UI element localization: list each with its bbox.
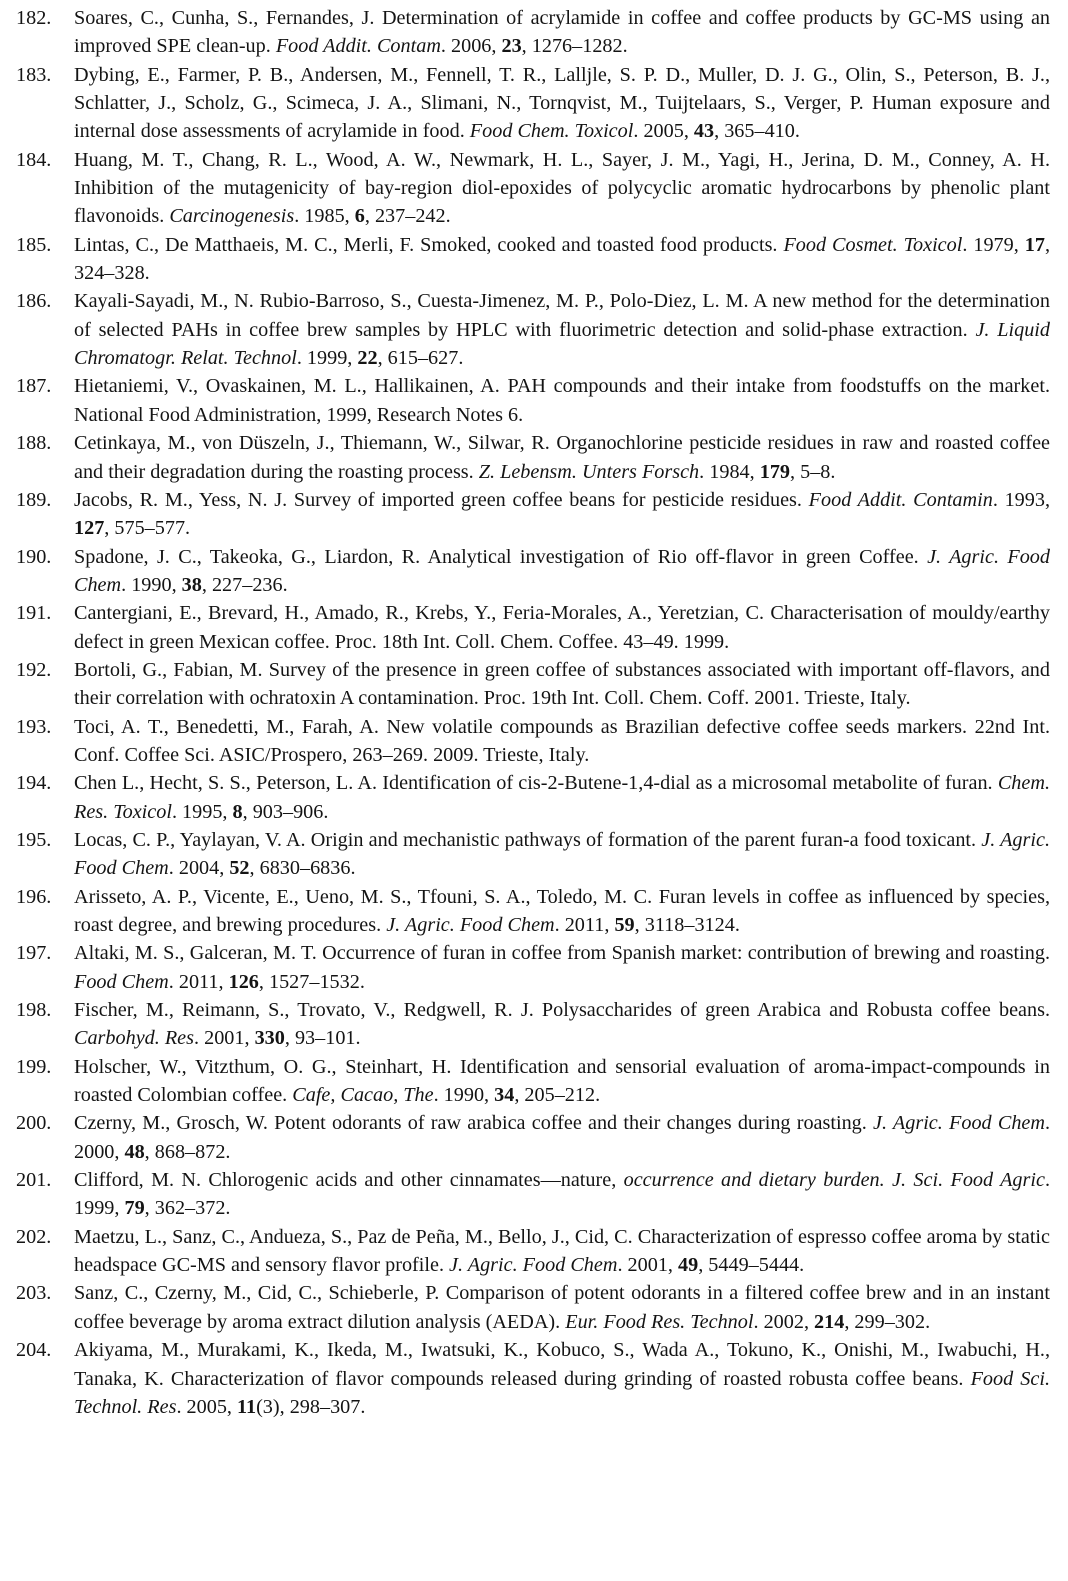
volume-number: 126 [228,970,259,993]
reference-item [16,769,1050,826]
reference-number: 183. [16,63,52,86]
reference-item [16,1166,1050,1223]
reference-item [16,599,1050,656]
reference-item [16,1336,1050,1421]
reference-number: 193. [16,715,52,738]
reference-number: 185. [16,233,52,256]
volume-number: 49 [678,1254,699,1277]
reference-item [16,1279,1050,1336]
reference-text: Arisseto, A. P., Vicente, E., Ueno, M. S., Tfouni, S. A., Toledo, M. C. Furan levels in coffee as influenced by species, roast degree, and brewing procedures. J. Agric. Food Chem. 2011, 59, 3118–3124. [74,885,1050,936]
reference-item [16,1109,1050,1166]
reference-number: 201. [16,1169,52,1192]
reference-number: 197. [16,942,52,965]
reference-text: Sanz, C., Czerny, M., Cid, C., Schieberle, P. Comparison of potent odorants in a filtered coffee brew and in an instant coffee beverage by aroma extract dilution analysis (AEDA). Eur. Food Res. Technol. 2002, 214, 299–302. [74,1282,1050,1333]
volume-number: 79 [124,1197,145,1220]
reference-text: Bortoli, G., Fabian, M. Survey of the presence in green coffee of substances associated with important off-flavors, and their correlation with ochratoxin A contamination. Proc. 19th Int. Coll. Chem. Coff. 2001. Trieste, Italy. [74,658,1050,710]
volume-number: 59 [614,914,635,936]
journal-name: Chem. Res. Toxicol [74,772,1050,823]
reference-text: Maetzu, L., Sanz, C., Andueza, S., Paz de Peña, M., Bello, J., Cid, C. Characterization of espresso coffee aroma by static headspace GC-MS and sensory flavor profile. J. Agric. Food Chem. 2001, 49, 5449–5444. [74,1225,1050,1277]
volume-number: 43 [693,120,715,143]
reference-text: Dybing, E., Farmer, P. B., Andersen, M., Fennell, T. R., Lalljle, S. P. D., Muller, D. J. G., Olin, S., Peterson, B. J., Schlatter, J., Scholz, G., Scimeca, J. A., Slimani, N., Tornqvist, M., Tuijtelaars, S., Verger, P. Human exposure and internal dose assessments of acrylamide in food. Food Chem. Toxicol. 2005, 43, 365–410. [74,63,1050,143]
journal-name: J. Agric. Food Chem [74,545,1050,596]
journal-name: Food Addit. Contamin [808,488,993,511]
volume-number: 38 [181,573,202,596]
journal-name: Food Sci. Technol. Res [74,1367,1050,1418]
reference-item [16,826,1050,883]
reference-text: Akiyama, M., Murakami, K., Ikeda, M., Iwatsuki, K., Kobuco, S., Wada A., Tokuno, K., Onishi, M., Iwabuchi, H., Tanaka, K. Characterization of flavor compounds released during grinding of roasted robusta coffee beans. Food Sci. Technol. Res. 2005, 11(3), 298–307. [74,1339,1050,1418]
reference-text: Soares, C., Cunha, S., Fernandes, J. Determination of acrylamide in coffee and coffee products by GC-MS using an improved SPE clean-up. Food Addit. Contam. 2006, 23, 1276–1282. [74,7,1050,58]
volume-number: 11 [237,1395,257,1418]
reference-item [16,429,1050,486]
journal-name: J. Agric. Food Chem [873,1112,1045,1135]
reference-item [16,996,1050,1053]
reference-text: Huang, M. T., Chang, R. L., Wood, A. W., Newmark, H. L., Sayer, J. M., Yagi, H., Jerina, D. M., Conney, A. H. Inhibition of the mutagenicity of bay-region diol-epoxides of polycyclic aromatic hydrocarbons by phenolic plant flavonoids. Carcinogenesis. 1985, 6, 237–242. [74,148,1050,228]
reference-text: Cantergiani, E., Brevard, H., Amado, R., Krebs, Y., Feria-Morales, A., Yeretzian, C. Characterisation of mouldy/earthy defect in green Mexican coffee. Proc. 18th Int. Coll. Chem. Coffee. 43–49. 1999. [74,602,1050,653]
reference-item [16,543,1050,600]
reference-item [16,1223,1050,1280]
reference-number: 191. [16,602,52,625]
journal-name: J. Liquid Chromatogr. Relat. Technol [74,318,1050,370]
journal-name: Carcinogenesis [169,205,295,228]
reference-number: 202. [16,1225,52,1248]
volume-number: 34 [494,1084,515,1107]
volume-number: 52 [229,857,250,880]
reference-number: 198. [16,999,52,1022]
reference-item [16,656,1050,713]
reference-item [16,61,1050,146]
reference-item [16,713,1050,770]
reference-text: Kayali-Sayadi, M., N. Rubio-Barroso, S., Cuesta-Jimenez, M. P., Polo-Diez, L. M. A new method for the determination of selected PAHs in coffee brew samples by HPLC with fluorimetric detection and solid-phase extraction. J. Liquid Chromatogr. Relat. Technol. 1999, 22, 615–627. [74,290,1050,370]
reference-number: 182. [16,7,52,29]
reference-text: Altaki, M. S., Galceran, M. T. Occurrence of furan in coffee from Spanish market: contribution of brewing and roasting. Food Chem. 2011, 126, 1527–1532. [74,942,1050,993]
reference-number: 200. [16,1112,52,1135]
volume-number: 6 [354,205,365,228]
reference-item [16,4,1050,61]
reference-item [16,486,1050,543]
reference-item [16,372,1050,429]
reference-text: Lintas, C., De Matthaeis, M. C., Merli, F. Smoked, cooked and toasted food products. Food Cosmet. Toxicol. 1979, 17, 324–328. [74,233,1050,285]
volume-number: 179 [759,460,790,483]
reference-text: Spadone, J. C., Takeoka, G., Liardon, R. Analytical investigation of Rio off-flavor in green Coffee. J. Agric. Food Chem. 1990, 38, 227–236. [74,545,1050,596]
reference-item [16,883,1050,940]
reference-number: 184. [16,148,52,171]
reference-item [16,146,1050,231]
reference-number: 192. [16,658,52,681]
reference-text: Chen L., Hecht, S. S., Peterson, L. A. Identification of cis-2-Butene-1,4-dial as a microsomal metabolite of furan. Chem. Res. Toxicol. 1995, 8, 903–906. [74,772,1050,823]
reference-text: Hietaniemi, V., Ovaskainen, M. L., Hallikainen, A. PAH compounds and their intake from foodstuffs on the market. National Food Administration, 1999, Research Notes 6. [74,375,1050,426]
reference-text: Jacobs, R. M., Yess, N. J. Survey of imported green coffee beans for pesticide residues. Food Addit. Contamin. 1993, 127, 575–577. [74,488,1051,540]
volume-number: 48 [124,1140,145,1163]
volume-number: 22 [357,347,378,370]
reference-number: 186. [16,290,52,313]
journal-name: Carbohyd. Res [74,1027,194,1050]
journal-name: Z. Lebensm. Unters Forsch [478,460,700,483]
reference-item [16,1053,1050,1110]
journal-name: J. Agric. Food Chem [386,914,555,936]
journal-name: Food Addit. Contam [275,35,441,58]
journal-name: Eur. Food Res. Technol [565,1310,754,1333]
reference-number: 190. [16,545,52,568]
journal-name: J. Agric. Food Chem [74,828,1050,880]
journal-name: Food Chem [74,970,169,993]
volume-number: 23 [501,35,522,58]
reference-text: Cetinkaya, M., von Düszeln, J., Thiemann, W., Silwar, R. Organochlorine pesticide residues in raw and roasted coffee and their degradation during the roasting process. Z. Lebensm. Unters Forsch. 1984, 179, 5–8. [74,432,1050,483]
volume-number: 17 [1024,233,1045,256]
reference-text: Locas, C. P., Yaylayan, V. A. Origin and mechanistic pathways of formation of the parent furan-a food toxicant. J. Agric. Food Chem. 2004, 52, 6830–6836. [74,828,1050,880]
journal-name: Cafe, Cacao, The [292,1084,434,1107]
volume-number: 330 [254,1027,285,1050]
reference-number: 195. [16,828,52,851]
reference-text: Holscher, W., Vitzthum, O. G., Steinhart, H. Identification and sensorial evaluation of aroma-impact-compounds in roasted Colombian coffee. Cafe, Cacao, The. 1990, 34, 205–212. [74,1055,1050,1107]
reference-number: 203. [16,1282,52,1305]
reference-text: Fischer, M., Reimann, S., Trovato, V., Redgwell, R. J. Polysaccharides of green Arabica and Robusta coffee beans. Carbohyd. Res. 2001, 330, 93–101. [74,999,1050,1050]
reference-text: Czerny, M., Grosch, W. Potent odorants of raw arabica coffee and their changes during roasting. J. Agric. Food Chem. 2000, 48, 868–872. [74,1112,1050,1163]
reference-number: 189. [16,488,52,511]
reference-number: 204. [16,1339,52,1362]
reference-text: Clifford, M. N. Chlorogenic acids and other cinnamates—nature, occurrence and dietary burden. J. Sci. Food Agric. 1999, 79, 362–372. [74,1169,1050,1220]
journal-name: Food Chem. Toxicol [469,120,634,143]
reference-text: Toci, A. T., Benedetti, M., Farah, A. New volatile compounds as Brazilian defective coffee seeds markers. 22nd Int. Conf. Coffee Sci. ASIC/Prospero, 263–269. 2009. Trieste, Italy. [74,715,1050,766]
journal-name: Food Cosmet. Toxicol [783,233,963,256]
journal-name: occurrence and dietary burden. J. Sci. Food Agric [623,1169,1045,1192]
reference-number: 194. [16,772,52,795]
reference-number: 187. [16,375,52,398]
volume-number: 8 [232,800,243,823]
reference-item [16,287,1050,372]
reference-number: 196. [16,885,52,908]
reference-item [16,939,1050,996]
reference-number: 188. [16,432,52,455]
reference-number: 199. [16,1055,52,1078]
volume-number: 214 [814,1310,845,1333]
volume-number: 127 [74,517,105,540]
reference-item [16,231,1050,288]
journal-name: J. Agric. Food Chem [449,1254,618,1277]
